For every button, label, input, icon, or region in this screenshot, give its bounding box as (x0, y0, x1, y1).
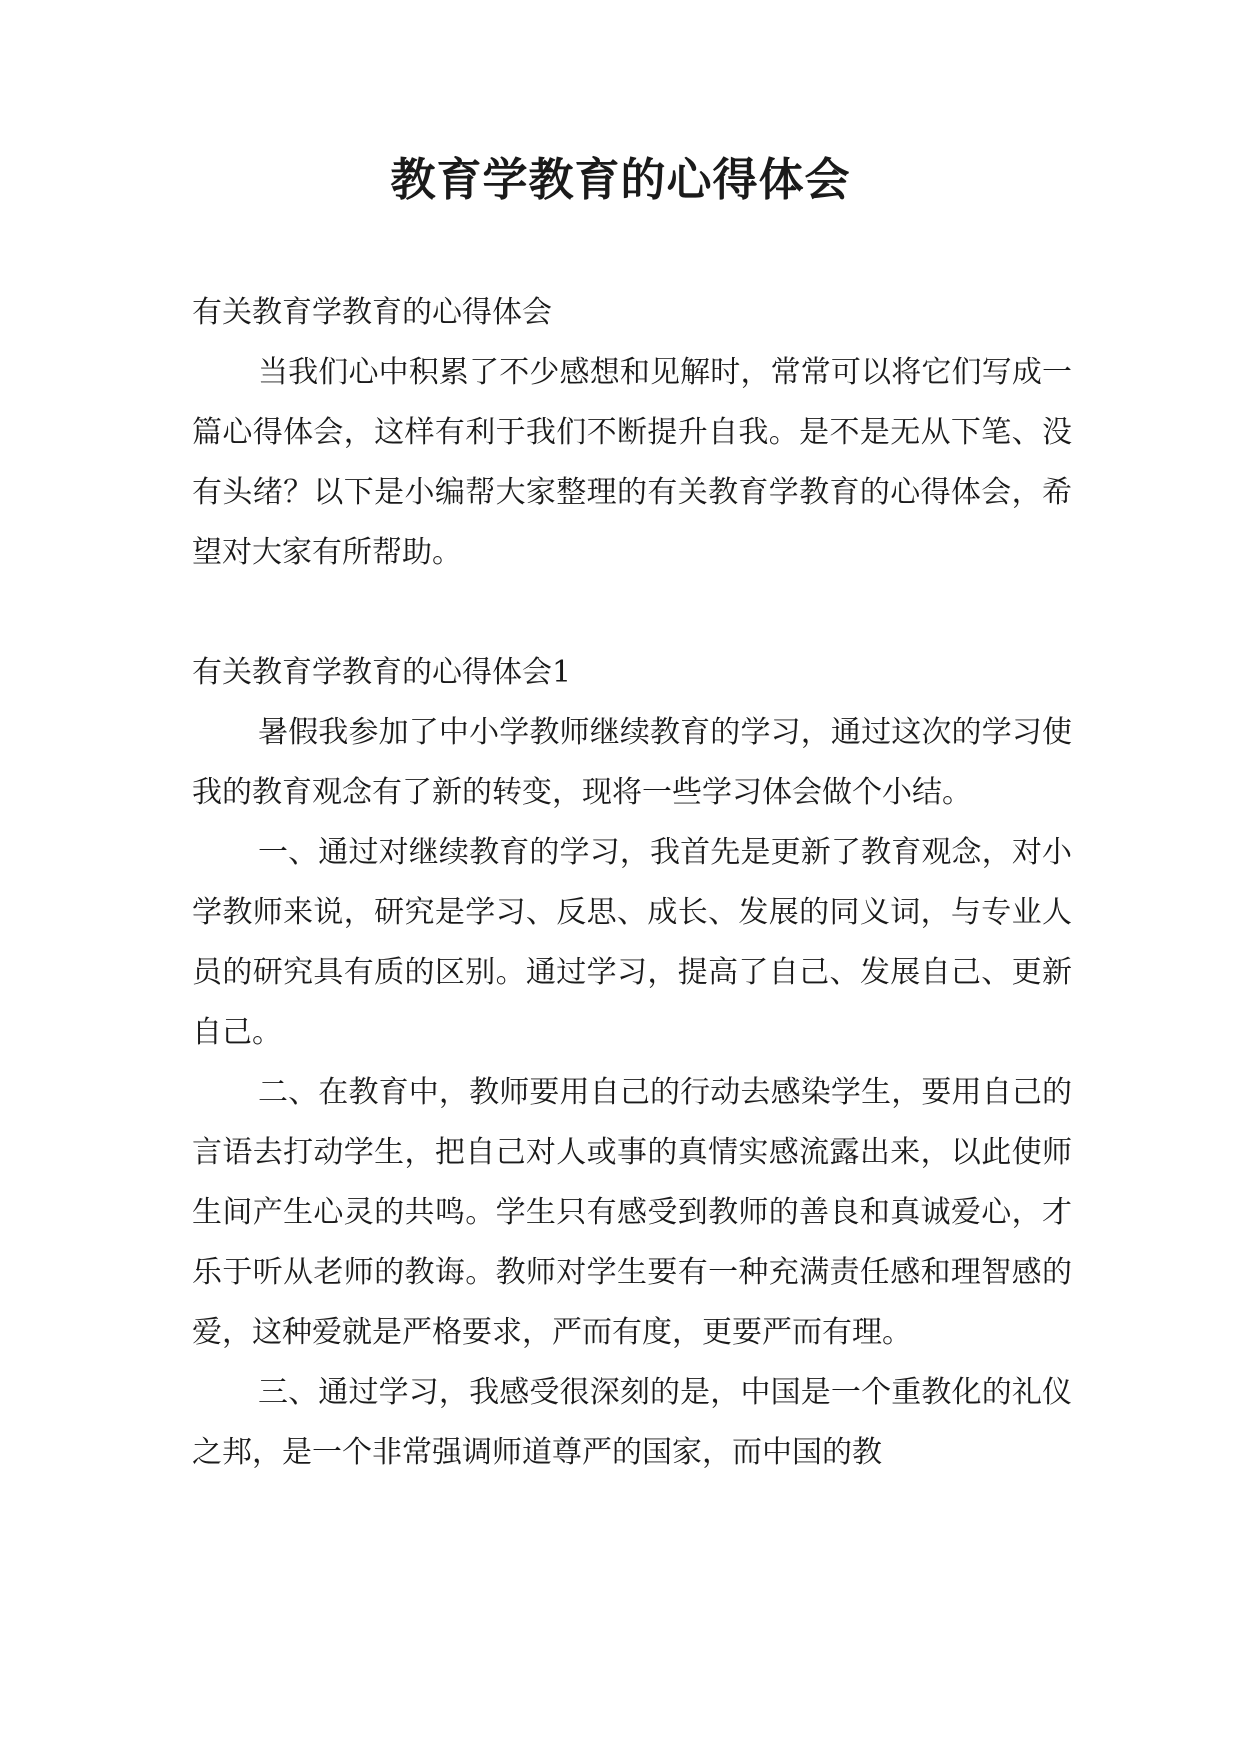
body-paragraph: 三、通过学习，我感受很深刻的是，中国是一个重教化的礼仪之邦，是一个非常强调师道尊严的国家，而中国的教 (192, 1375, 1072, 1470)
body-paragraph: 二、在教育中，教师要用自己的行动去感染学生，要用自己的言语去打动学生，把自己对人或事的真情实感流露出来，以此使师生间产生心灵的共鸣。学生只有感受到教师的善良和真诚爱心，才乐于听从老师的教诲。教师对学生要有一种充满责任感和理智感的爱，这种爱就是严格要求，严而有度，更要严而有理。 (192, 1075, 1072, 1350)
section-spacer (192, 583, 1072, 643)
intro-paragraph: 当我们心中积累了不少感想和见解时，常常可以将它们写成一篇心得体会，这样有利于我们不断提升自我。是不是无从下笔、没有头绪？以下是小编帮大家整理的有关教育学教育的心得体会，希望对大家有所帮助。 (192, 355, 1072, 570)
body-paragraph: 一、通过对继续教育的学习，我首先是更新了教育观念，对小学教师来说，研究是学习、反思、成长、发展的同义词，与专业人员的研究具有质的区别。通过学习，提高了自己、发展自己、更新自己。 (192, 835, 1072, 1050)
document-title: 教育学教育的心得体会 (390, 153, 851, 206)
document-body (192, 283, 1072, 1483)
document-subtitle: 有关教育学教育的心得体会 (192, 295, 552, 330)
body-paragraph: 暑假我参加了中小学教师继续教育的学习，通过这次的学习使我的教育观念有了新的转变，现将一些学习体会做个小结。 (192, 715, 1072, 810)
section-heading: 有关教育学教育的心得体会1 (192, 655, 572, 690)
